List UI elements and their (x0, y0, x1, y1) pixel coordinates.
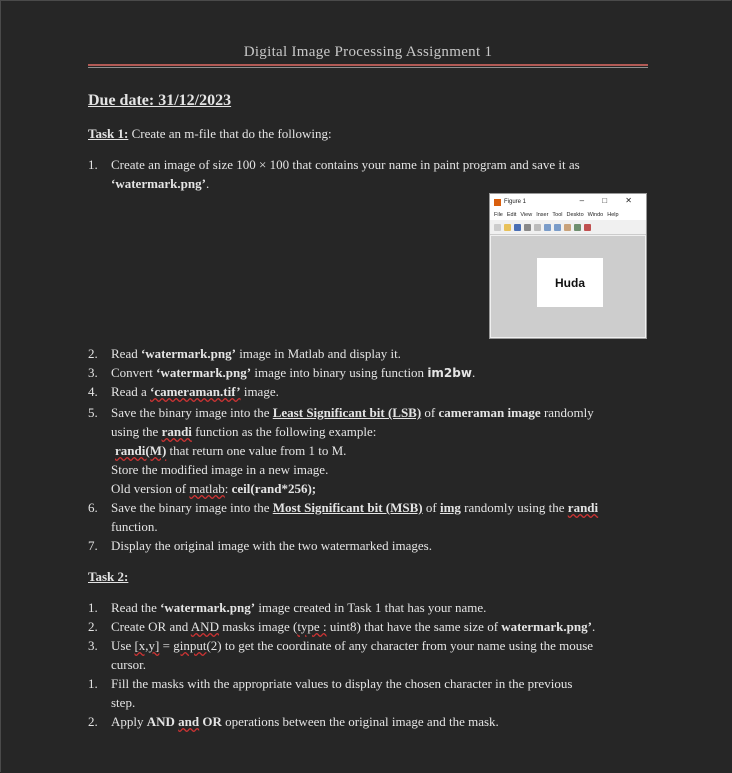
new-icon (494, 224, 501, 231)
task1-item7: Display the original image with the two watermarked images. (111, 538, 432, 553)
task1-item5-line4: Store the modified image in a new image. (111, 462, 329, 477)
task1-item4 (111, 382, 279, 401)
text: Save the binary image into the (111, 500, 273, 515)
text: Read the (111, 600, 161, 615)
task1-item6-line2: function. (111, 519, 158, 534)
item-number: 1. (88, 157, 98, 172)
and-term: AND (190, 619, 219, 634)
due-date: Due date: 31/12/2023 (88, 92, 232, 109)
task2-label: Task 2: (88, 569, 129, 584)
randi-term: randi (161, 424, 192, 439)
menu-desktop: Deskto (566, 212, 584, 218)
type-term: type : (297, 619, 327, 634)
and-term: AND (146, 714, 175, 729)
text: Convert (111, 365, 157, 380)
item-number: 2. (88, 346, 98, 361)
punct: . (471, 365, 476, 380)
figure-menubar (490, 210, 646, 220)
menu-help: Help (607, 212, 619, 218)
task2-heading (88, 567, 128, 586)
task1-item2 (111, 344, 401, 363)
text: Apply (111, 714, 147, 729)
text: randomly (540, 405, 594, 420)
matlab-figure-window (489, 193, 647, 339)
menu-insert: Inser (536, 212, 549, 218)
page-header: Digital Image Processing Assignment 1 (243, 44, 493, 60)
menu-edit: Edit (506, 212, 517, 218)
text: of (422, 500, 440, 515)
text: Save the binary image into the (111, 405, 273, 420)
randi-example: randi(M) (115, 443, 167, 458)
punct: . (205, 176, 210, 191)
cameraman-term: cameraman image (438, 405, 541, 420)
text: that return one value from 1 to M. (166, 443, 347, 458)
ginput-term: ginput (173, 638, 207, 653)
text: image in Matlab and display it. (235, 346, 401, 361)
and-word: and (178, 714, 200, 729)
matlab-logo-icon (494, 199, 501, 206)
figure-title: Figure 1 (504, 199, 527, 205)
task2-item4-line1: Fill the masks with the appropriate values to display the chosen character in the previous (111, 676, 573, 691)
filename: watermark.png’ (501, 619, 592, 634)
text: using the (111, 424, 162, 439)
text: of (421, 405, 439, 420)
text: function as the following example: (191, 424, 377, 439)
task2-item5 (111, 712, 499, 731)
item-number: 4. (88, 384, 98, 399)
task2-item2 (111, 617, 595, 636)
function-name: im2bw (427, 366, 472, 380)
task1-item6-line1 (111, 498, 598, 517)
img-term: img (439, 500, 461, 515)
text: image created in Task 1 that has your name. (255, 600, 487, 615)
figure-titlebar (490, 194, 646, 210)
figure-canvas (491, 236, 645, 337)
text: = (159, 638, 174, 653)
text: masks image ( (218, 619, 298, 634)
randi-term: randi (567, 500, 599, 515)
text: Use (111, 638, 135, 653)
menu-view: View (520, 212, 533, 218)
watermark-image: Huda (537, 258, 603, 307)
open-icon (504, 224, 511, 231)
text: Create OR and (111, 619, 191, 634)
zoom-in-icon (544, 224, 551, 231)
text: image into binary using function (251, 365, 428, 380)
header-rule (88, 64, 648, 66)
item-number: 5. (88, 405, 98, 420)
task1-item1-line2 (111, 174, 209, 193)
window-controls: – □ ✕ (579, 196, 640, 205)
menu-window: Windo (587, 212, 604, 218)
filename: ‘watermark.png’ (160, 600, 256, 615)
rotate-icon (574, 224, 581, 231)
menu-tools: Tool (552, 212, 563, 218)
header-rule-thin (88, 67, 648, 68)
task1-item5-line5 (111, 479, 316, 498)
data-cursor-icon (584, 224, 591, 231)
task2-item3-line1 (111, 636, 593, 655)
text: : (224, 481, 232, 496)
msb-term: Most Significant bit (MSB) (272, 500, 423, 515)
task1-label: Task 1: (88, 126, 129, 141)
item-number: 3. (88, 365, 98, 380)
filename: ‘watermark.png’ (156, 365, 252, 380)
task2-item1 (111, 598, 486, 617)
zoom-out-icon (554, 224, 561, 231)
item-number: 1. (88, 600, 98, 615)
lsb-term: Least Significant bit (LSB) (272, 405, 422, 420)
figure-toolbar (490, 220, 646, 235)
print-icon (524, 224, 531, 231)
text: uint8) that have the same size of (326, 619, 502, 634)
text: Read a (111, 384, 150, 399)
filename: ‘watermark.png’ (111, 176, 206, 191)
pointer-icon (534, 224, 541, 231)
text: Read (111, 346, 141, 361)
filename: ‘watermark.png’ (140, 346, 236, 361)
item-number: 2. (88, 714, 98, 729)
xy-term: [x,y] (134, 638, 160, 653)
item-number: 1. (88, 676, 98, 691)
task1-intro: Create an m-file that do the following: (128, 126, 332, 141)
task2-item4-line2: step. (111, 695, 136, 710)
punct: . (591, 619, 596, 634)
item-number: 7. (88, 538, 98, 553)
item-number: 2. (88, 619, 98, 634)
task1-item5-line2 (111, 422, 376, 441)
task1-item3 (111, 363, 475, 383)
task1-heading (88, 124, 332, 143)
item-number: 3. (88, 638, 98, 653)
task1-item5-line1 (111, 403, 594, 422)
task1-item5-line3 (115, 441, 346, 460)
text: randomly using the (460, 500, 568, 515)
matlab-term: matlab (189, 481, 225, 496)
text: Old version of (111, 481, 190, 496)
text: operations between the original image and the mask. (221, 714, 499, 729)
code-snippet: ceil(rand*256); (231, 481, 317, 496)
task1-item1-line1: Create an image of size 100 × 100 that contains your name in paint program and save it as (111, 157, 580, 172)
or-term: OR (202, 714, 222, 729)
text: image. (240, 384, 279, 399)
task2-item3-line2: cursor. (111, 657, 147, 672)
menu-file: File (494, 212, 503, 218)
text: (2) to get the coordinate of any character from your name using the mouse (206, 638, 594, 653)
item-number: 6. (88, 500, 98, 515)
pan-icon (564, 224, 571, 231)
filename: ‘cameraman.tif’ (149, 384, 241, 399)
save-icon (514, 224, 521, 231)
